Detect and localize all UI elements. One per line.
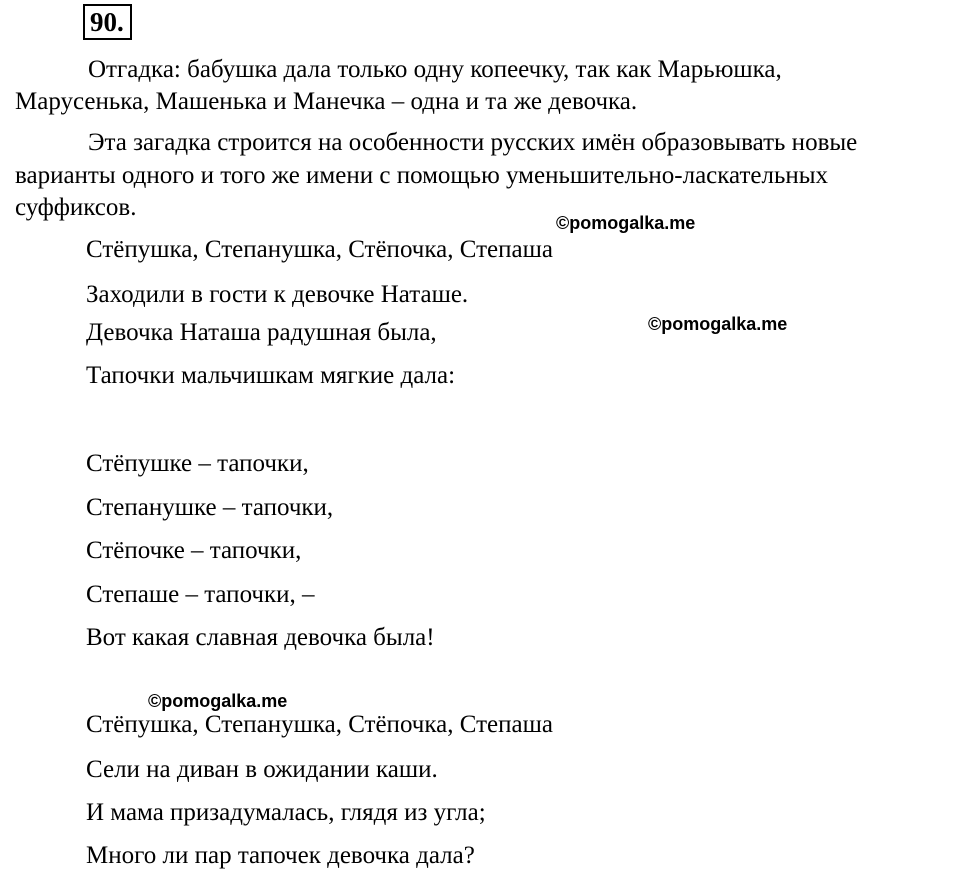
poem-line: Сели на диван в ожидании каши. — [86, 756, 438, 783]
poem-line: Стёпушка, Степанушка, Стёпочка, Степаша — [86, 711, 553, 738]
paragraph-1-line-1: Отгадка: бабушка дала только одну копеечку, так как Марьюшка, — [88, 56, 782, 83]
poem-line: Много ли пар тапочек девочка дала? — [86, 842, 475, 869]
watermark: ©pomogalka.me — [556, 213, 696, 233]
poem-line: Стёпушке – тапочки, — [86, 450, 309, 477]
poem-line: И мама призадумалась, глядя из угла; — [86, 799, 486, 826]
poem-line: Стёпочке – тапочки, — [86, 537, 302, 564]
paragraph-1-line-2: Марусенька, Машенька и Манечка – одна и та же девочка. — [15, 88, 638, 115]
watermark: ©pomogalka.me — [648, 314, 788, 334]
poem-line: Степаше – тапочки, – — [86, 581, 315, 608]
poem-line: Тапочки мальчишкам мягкие дала: — [86, 362, 456, 389]
poem-line: Степанушке – тапочки, — [86, 494, 334, 521]
paragraph-2-line-3: суффиксов. — [15, 194, 137, 221]
exercise-number: 90. — [83, 4, 132, 40]
poem-line: Стёпушка, Степанушка, Стёпочка, Степаша — [86, 236, 553, 263]
poem-line: Вот какая славная девочка была! — [86, 624, 435, 651]
paragraph-2-line-1: Эта загадка строится на особенности русских имён образовывать новые — [88, 129, 858, 156]
paragraph-2-line-2: варианты одного и того же имени с помощью уменьшительно-ласкательных — [15, 162, 829, 189]
poem-line: Заходили в гости к девочке Наташе. — [86, 281, 469, 308]
poem-line: Девочка Наташа радушная была, — [86, 319, 437, 346]
watermark: ©pomogalka.me — [148, 691, 288, 711]
